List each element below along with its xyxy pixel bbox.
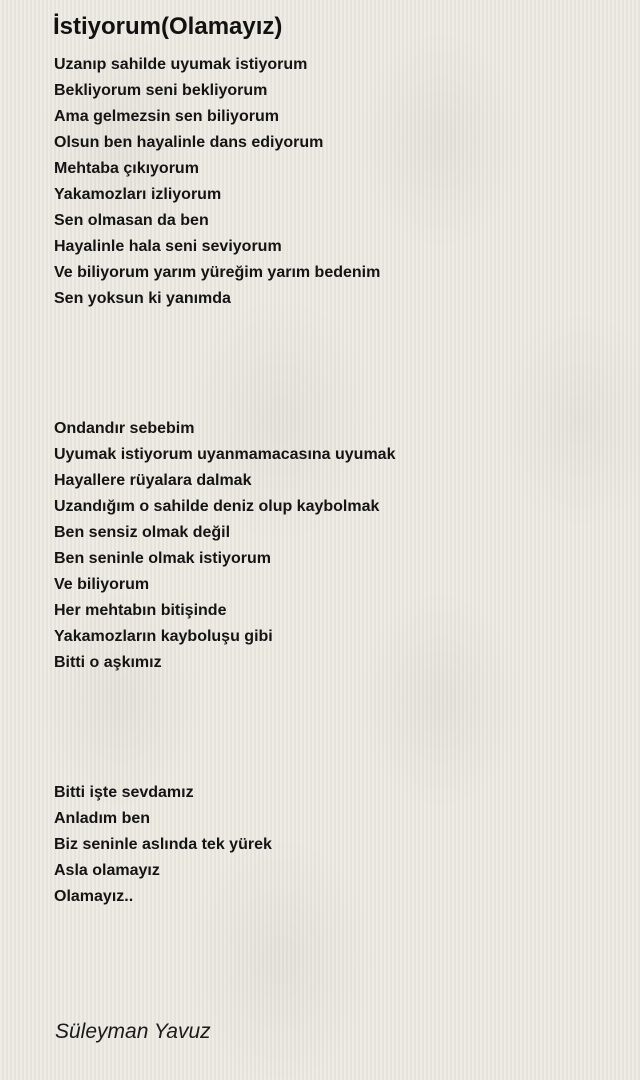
poem-line: Uzanıp sahilde uyumak istiyorum — [54, 56, 308, 73]
poem-line: Hayallere rüyalara dalmak — [54, 472, 252, 489]
poem-line: Biz seninle aslında tek yürek — [54, 836, 272, 853]
poem-line: Ama gelmezsin sen biliyorum — [54, 108, 279, 125]
poem-line: Hayalinle hala seni seviyorum — [54, 238, 282, 255]
poem-line: Ondandır sebebim — [54, 420, 195, 437]
author-name: Süleyman Yavuz — [55, 1020, 211, 1043]
poem-line: Olsun ben hayalinle dans ediyorum — [54, 134, 324, 151]
poem-line: Uyumak istiyorum uyanmamacasına uyumak — [54, 446, 396, 463]
poem-line: Ve biliyorum — [54, 576, 150, 593]
poem-line: Yakamozları izliyorum — [54, 186, 222, 203]
poem-line: Ben sensiz olmak değil — [54, 524, 231, 541]
poem-line: Ben seninle olmak istiyorum — [54, 550, 271, 567]
poem-line: Asla olamayız — [54, 862, 160, 879]
stanza-3 — [54, 780, 614, 910]
poem-line: Mehtaba çıkıyorum — [54, 160, 199, 177]
poem-line: Anladım ben — [54, 810, 151, 827]
poem-line: Olamayız.. — [54, 888, 134, 905]
poem-line: Yakamozların kayboluşu gibi — [54, 628, 273, 645]
poem-line: Bekliyorum seni bekliyorum — [54, 82, 268, 99]
poem-title: İstiyorum(Olamayız) — [53, 13, 283, 40]
poem-line: Sen yoksun ki yanımda — [54, 290, 231, 307]
poem-line: Bitti o aşkımız — [54, 654, 162, 671]
poem-line: Her mehtabın bitişinde — [54, 602, 227, 619]
stanza-2 — [54, 416, 614, 676]
poem-line: Sen olmasan da ben — [54, 212, 209, 229]
stanza-spacer — [54, 676, 614, 780]
stanza-spacer — [54, 312, 614, 416]
poem-line: Ve biliyorum yarım yüreğim yarım bedenim — [54, 264, 381, 281]
poem-body — [54, 52, 614, 910]
stanza-1 — [54, 52, 614, 312]
poem-line: Uzandığım o sahilde deniz olup kaybolmak — [54, 498, 380, 515]
poem-line: Bitti işte sevdamız — [54, 784, 194, 801]
